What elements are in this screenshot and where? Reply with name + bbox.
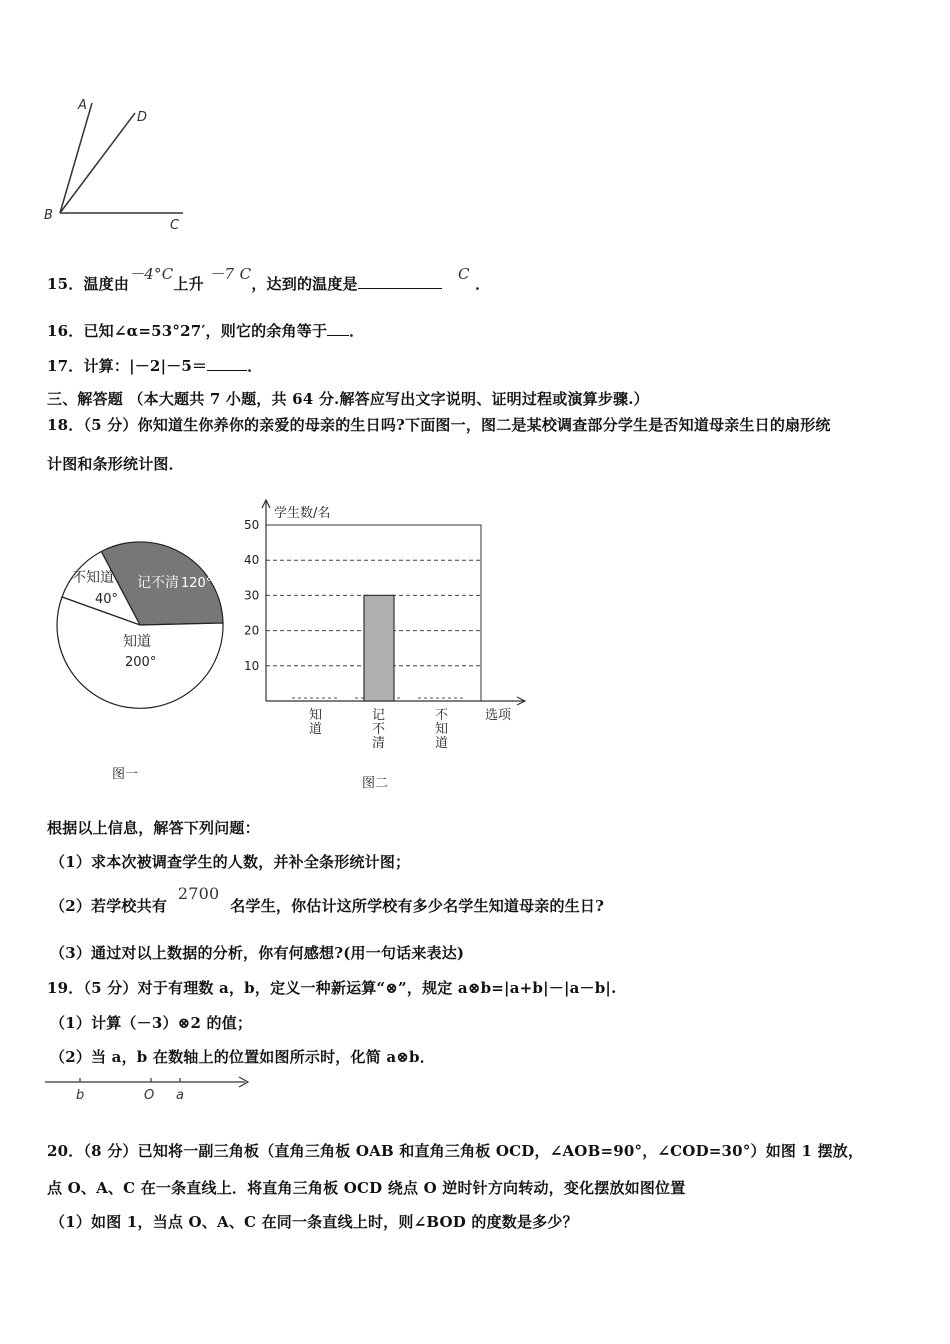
q17-end: ． bbox=[247, 357, 263, 375]
pie-label-unclear: 记不清 bbox=[137, 575, 179, 591]
x-tick-label-2-0: 不 bbox=[435, 708, 449, 723]
x-tick-label-2-1: 知 bbox=[435, 722, 449, 737]
q18-intro: 根据以上信息，解答下列问题： bbox=[47, 819, 260, 837]
axis-label-a: a bbox=[176, 1088, 184, 1103]
label-d: D bbox=[137, 110, 148, 125]
axis-label-o: O bbox=[144, 1088, 155, 1103]
pie-label-known: 知道 bbox=[123, 634, 151, 650]
q19-part2: （2）当 a，b 在数轴上的位置如图所示时，化简 a⊗b． bbox=[50, 1048, 435, 1066]
pie-caption: 图一 bbox=[112, 767, 139, 782]
q19-line1: 19．（5 分）对于有理数 a，b，定义一种新运算“⊗”，规定 a⊗b=|a+b|－|a－b|. bbox=[47, 979, 617, 997]
x-tick-label-0-0: 知 bbox=[309, 708, 323, 723]
y-tick-label-30: 30 bbox=[244, 588, 260, 603]
x-tick-label-1-2: 清 bbox=[372, 736, 386, 751]
question-17 bbox=[47, 355, 262, 376]
question-15 bbox=[47, 265, 491, 294]
q18-part2 bbox=[50, 884, 605, 916]
q15-prefix: 15．温度由 bbox=[47, 275, 130, 293]
y-tick-label-40: 40 bbox=[244, 553, 260, 568]
x-tick-label-0-1: 道 bbox=[309, 722, 323, 737]
q15-temp1: －4 bbox=[129, 265, 155, 283]
q15-temp2: －7 bbox=[209, 265, 235, 283]
pie-deg-unclear: 120° bbox=[181, 576, 213, 591]
label-c: C bbox=[170, 218, 180, 233]
y-tick-label-20: 20 bbox=[244, 623, 260, 638]
q17-answer-blank[interactable] bbox=[207, 370, 247, 371]
question-16 bbox=[47, 320, 364, 341]
x-axis-label: 选项 bbox=[485, 708, 512, 723]
q15-unit: C bbox=[458, 265, 470, 283]
q15-mid: 上升 bbox=[173, 275, 204, 293]
axis-label-b: b bbox=[76, 1088, 85, 1103]
x-tick-label-2-2: 道 bbox=[435, 736, 449, 751]
y-tick-label-50: 50 bbox=[244, 518, 260, 532]
x-tick-label-1-1: 不 bbox=[372, 722, 386, 737]
q16-answer-blank[interactable] bbox=[327, 335, 349, 336]
number-line bbox=[40, 1070, 260, 1106]
q18-part2-prefix: （2）若学校共有 bbox=[50, 897, 168, 915]
q20-part1: （1）如图 1，当点 O、A、C 在同一条直线上时，则∠BOD 的度数是多少？ bbox=[50, 1213, 578, 1231]
pie-label-unknown: 不知道 bbox=[72, 570, 114, 586]
y-tick-label-10: 10 bbox=[244, 658, 260, 673]
ray-bd bbox=[60, 113, 135, 213]
q15-answer-blank[interactable] bbox=[358, 288, 442, 289]
angle-figure bbox=[40, 95, 200, 235]
q15-unit2: C bbox=[239, 265, 252, 283]
q19-part1: （1）计算（－3）⊗2 的值； bbox=[50, 1014, 253, 1032]
q17-text: 17．计算：|－2|－5＝ bbox=[47, 357, 208, 375]
q15-unit1: °C bbox=[154, 265, 174, 283]
label-a: A bbox=[78, 98, 87, 113]
q18-part3: （3）通过对以上数据的分析，你有何感想?(用一句话来表达) bbox=[50, 944, 465, 962]
bar-chart bbox=[230, 490, 540, 760]
pie-deg-known: 200° bbox=[125, 655, 157, 670]
q18-part1: （1）求本次被调查学生的人数，并补全条形统计图； bbox=[50, 853, 411, 871]
q18-line1: 18．（5 分）你知道生你养你的亲爱的母亲的生日吗?下面图一，图二是某校调查部分学生是否知道母亲生日的扇形统 bbox=[47, 416, 831, 434]
q15-suffix: ，达到的温度是 bbox=[251, 275, 358, 293]
pie-deg-unknown: 40° bbox=[95, 592, 119, 607]
q15-end: ． bbox=[475, 275, 491, 293]
bar-chart-caption: 图二 bbox=[362, 776, 389, 791]
q20-line1: 20．（8 分）已知将一副三角板（直角三角板 OAB 和直角三角板 OCD，∠AOB=90°，∠COD=30°）如图 1 摆放， bbox=[47, 1142, 864, 1160]
pie-chart bbox=[50, 535, 230, 715]
label-b: B bbox=[44, 208, 53, 223]
x-tick-label-1-0: 记 bbox=[372, 708, 386, 723]
q18-part2-suffix: 名学生，你估计这所学校有多少名学生知道母亲的生日? bbox=[230, 897, 605, 915]
section-3-heading: 三、解答题 （本大题共 7 小题，共 64 分.解答应写出文字说明、证明过程或演算步骤.） bbox=[47, 390, 649, 408]
y-axis-label: 学生数/名 bbox=[274, 506, 331, 521]
q20-line2: 点 O、A、C 在一条直线上．将直角三角板 OCD 绕点 O 逆时针方向转动，变化摆放如图位置 bbox=[47, 1179, 686, 1197]
q16-text: 16．已知∠α=53°27′，则它的余角等于 bbox=[47, 322, 328, 340]
ray-ba bbox=[60, 103, 92, 213]
bar-1 bbox=[364, 595, 394, 701]
q16-end: ． bbox=[349, 322, 365, 340]
q18-line2: 计图和条形统计图． bbox=[47, 455, 184, 473]
q18-part2-number: 2700 bbox=[177, 884, 220, 903]
